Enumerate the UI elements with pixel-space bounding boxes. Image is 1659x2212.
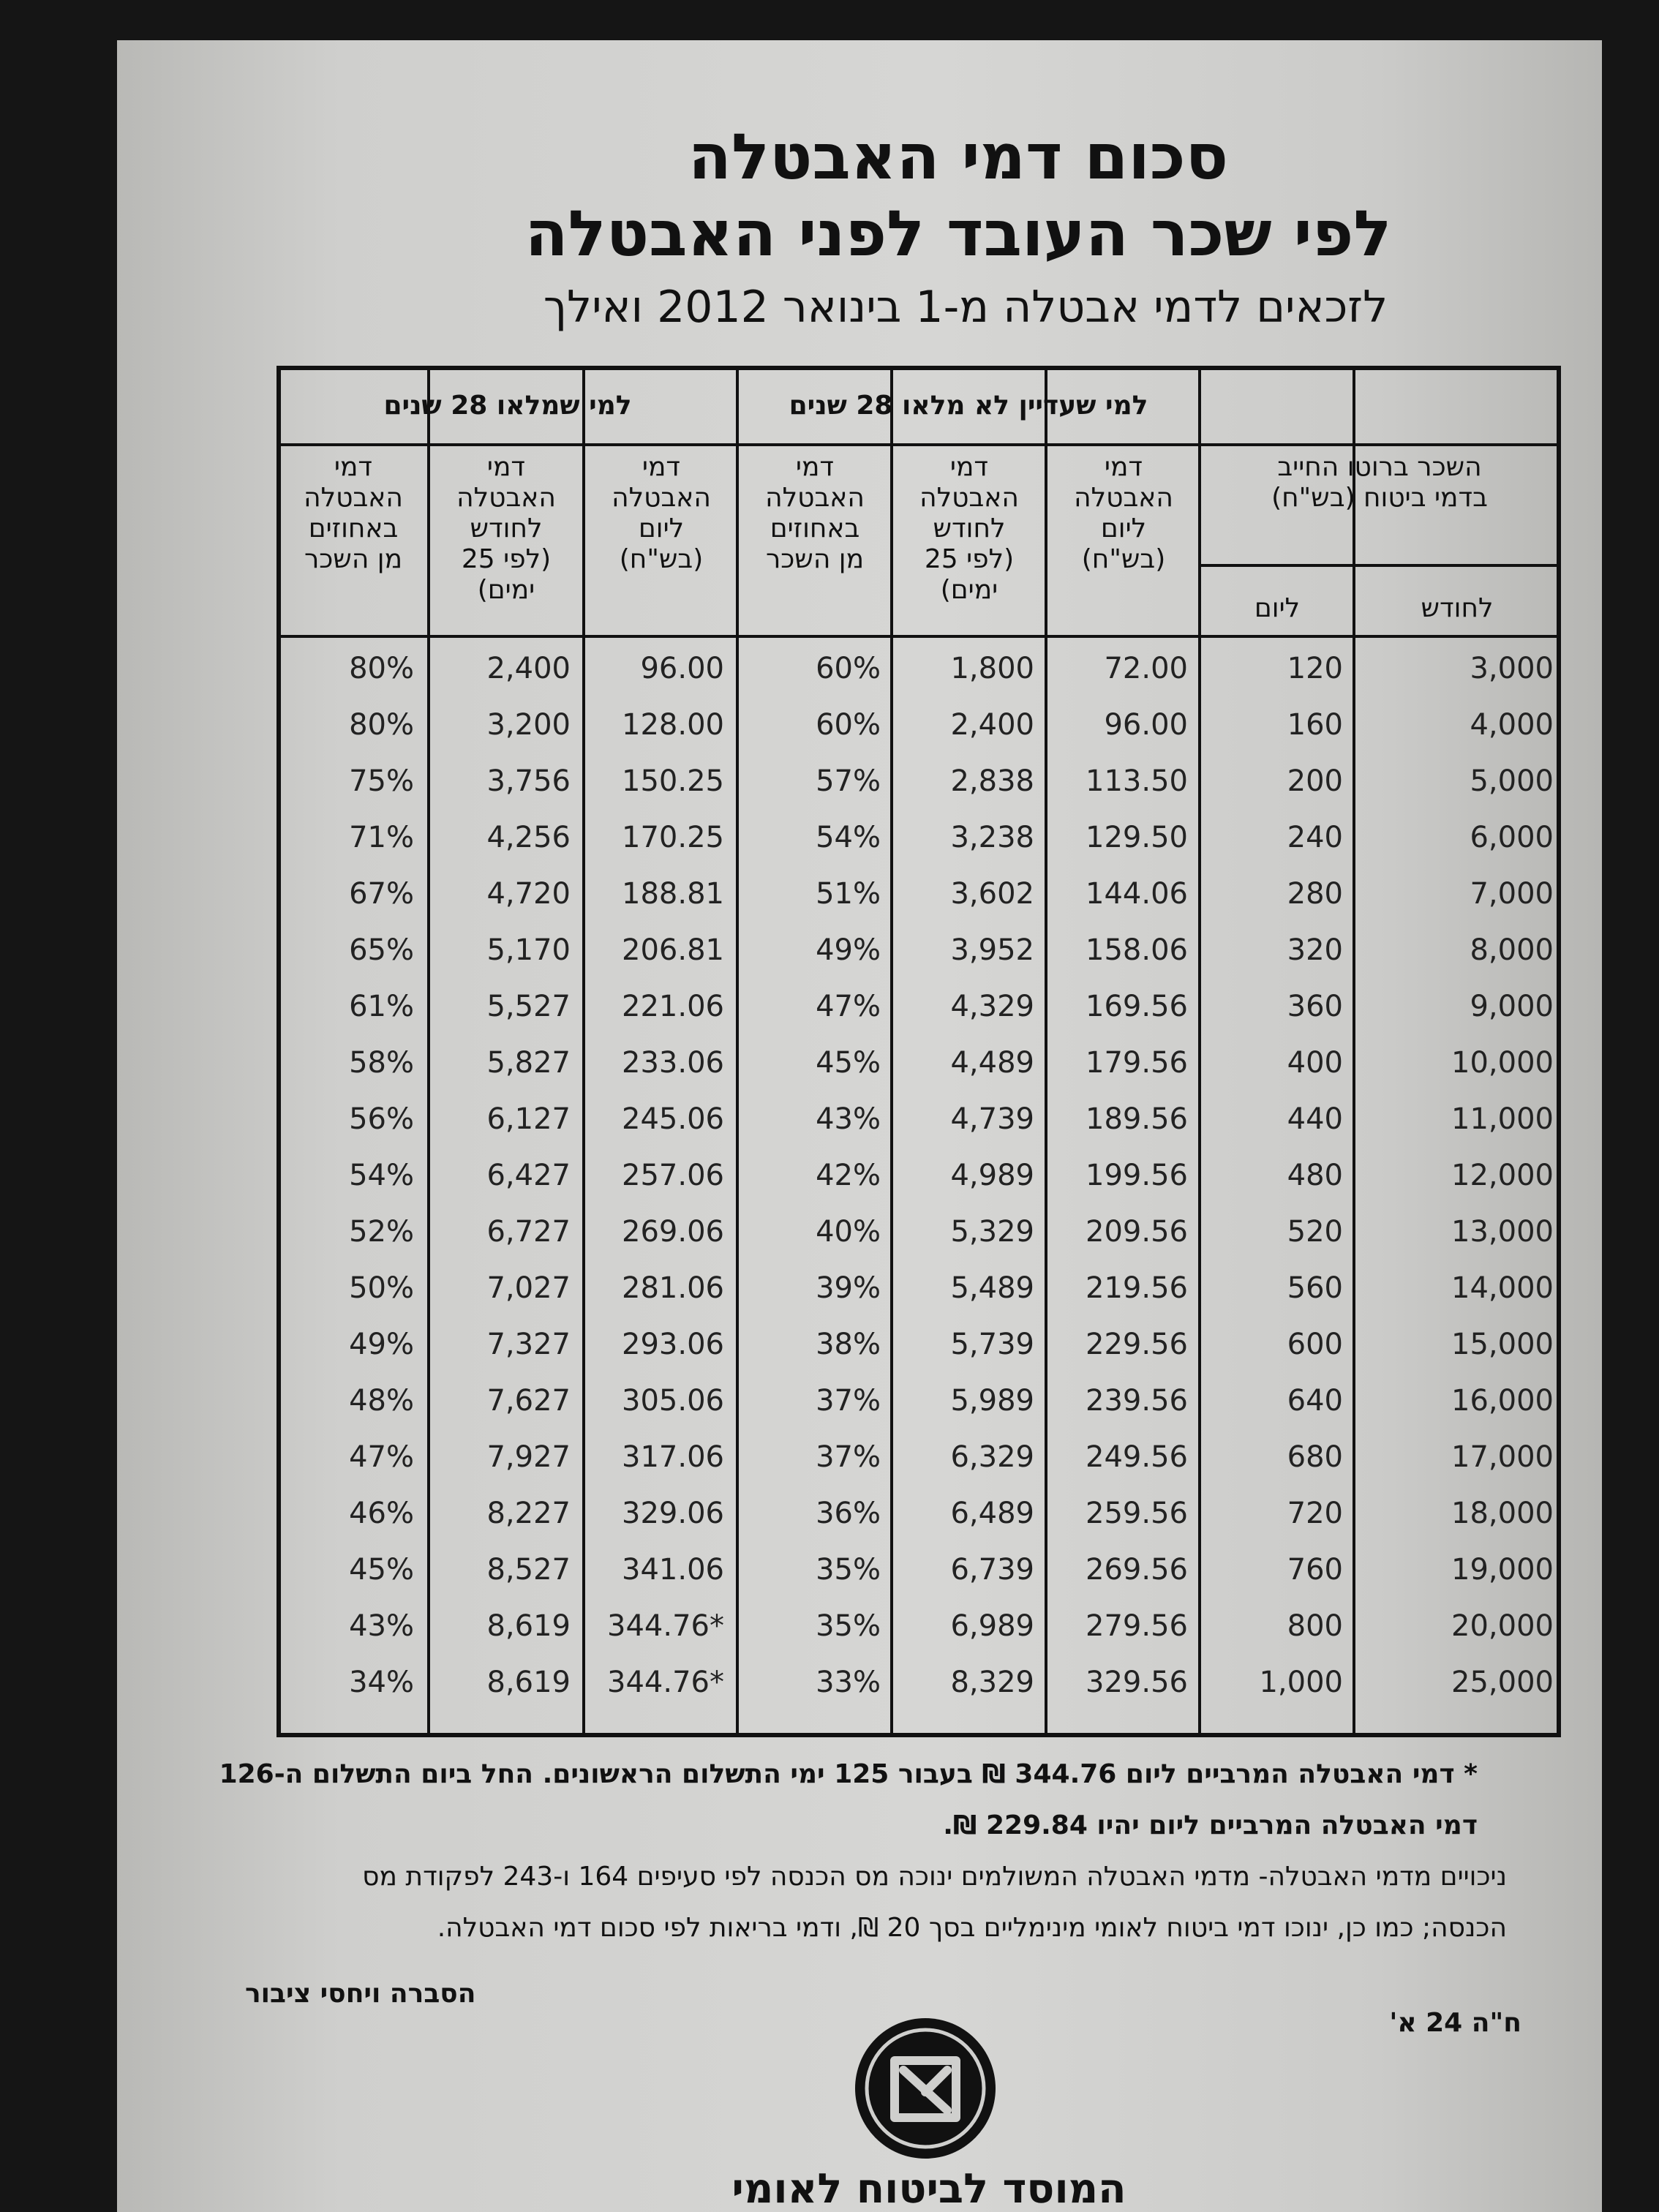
cell-u28-monthly: 1,800 — [950, 652, 1034, 685]
cell-o28-percent: 58% — [349, 1046, 414, 1080]
cell-o28-monthly: 6,127 — [486, 1102, 571, 1136]
rule-group-header — [281, 443, 1557, 446]
cell-o28-daily: 150.25 — [622, 764, 724, 798]
cell-wage-month: 6,000 — [1470, 821, 1554, 854]
cell-u28-percent: 35% — [816, 1553, 881, 1587]
cell-wage-month: 11,000 — [1451, 1102, 1554, 1136]
cell-u28-percent: 60% — [816, 652, 881, 685]
cell-o28-daily: 317.06 — [622, 1440, 724, 1474]
cell-u28-percent: 37% — [816, 1440, 881, 1474]
cell-u28-percent: 43% — [816, 1102, 881, 1136]
cell-wage-day: 240 — [1287, 821, 1343, 854]
cell-u28-daily: 229.56 — [1086, 1328, 1188, 1361]
cell-u28-daily: 329.56 — [1086, 1666, 1188, 1699]
rule-header-bottom — [281, 635, 1557, 638]
cell-o28-monthly: 5,527 — [486, 990, 571, 1023]
cell-u28-monthly: 4,489 — [950, 1046, 1034, 1080]
cell-u28-daily: 96.00 — [1104, 708, 1188, 742]
cell-o28-monthly: 7,327 — [486, 1328, 571, 1361]
cell-u28-daily: 144.06 — [1086, 877, 1188, 911]
col-o28-percent: דמי האבטלה באחוזים מן השכר — [304, 452, 403, 574]
cell-u28-percent: 60% — [816, 708, 881, 742]
cell-o28-percent: 54% — [349, 1159, 414, 1192]
cell-o28-daily: 341.06 — [622, 1553, 724, 1587]
cell-wage-month: 13,000 — [1451, 1215, 1554, 1249]
cell-wage-month: 19,000 — [1451, 1553, 1554, 1587]
cell-wage-day: 600 — [1287, 1328, 1343, 1361]
cell-o28-percent: 56% — [349, 1102, 414, 1136]
divider-o28-2 — [427, 370, 430, 1733]
cell-wage-day: 160 — [1287, 708, 1343, 742]
cell-u28-percent: 54% — [816, 821, 881, 854]
cell-u28-daily: 199.56 — [1086, 1159, 1188, 1192]
cell-wage-day: 360 — [1287, 990, 1343, 1023]
national-insurance-logo-icon — [852, 2015, 998, 2162]
cell-u28-daily: 259.56 — [1086, 1497, 1188, 1530]
cell-o28-percent: 47% — [349, 1440, 414, 1474]
cell-wage-month: 7,000 — [1470, 877, 1554, 911]
cell-wage-month: 12,000 — [1451, 1159, 1554, 1192]
cell-o28-daily: 245.06 — [622, 1102, 724, 1136]
cell-o28-monthly: 8,227 — [486, 1497, 571, 1530]
cell-o28-percent: 43% — [349, 1609, 414, 1643]
rule-wage-sub — [1198, 564, 1557, 567]
cell-wage-month: 25,000 — [1451, 1666, 1554, 1699]
cell-u28-percent: 39% — [816, 1271, 881, 1305]
cell-o28-percent: 71% — [349, 821, 414, 854]
cell-u28-monthly: 6,489 — [950, 1497, 1034, 1530]
cell-u28-monthly: 6,739 — [950, 1553, 1034, 1587]
cell-o28-percent: 67% — [349, 877, 414, 911]
cell-u28-percent: 51% — [816, 877, 881, 911]
cell-u28-daily: 113.50 — [1086, 764, 1188, 798]
cell-u28-daily: 239.56 — [1086, 1384, 1188, 1418]
cell-o28-daily: 188.81 — [622, 877, 724, 911]
cell-u28-monthly: 2,838 — [950, 764, 1034, 798]
cell-u28-percent: 42% — [816, 1159, 881, 1192]
cell-o28-monthly: 6,427 — [486, 1159, 571, 1192]
cell-u28-monthly: 4,329 — [950, 990, 1034, 1023]
cell-wage-month: 8,000 — [1470, 933, 1554, 967]
cell-o28-daily: 170.25 — [622, 821, 724, 854]
col-o28-monthly: דמי האבטלה לחודש (לפי 25 ימים) — [456, 452, 556, 605]
divider-wage — [1198, 370, 1201, 1733]
cell-u28-monthly: 4,989 — [950, 1159, 1034, 1192]
cell-o28-daily: 269.06 — [622, 1215, 724, 1249]
cell-wage-day: 200 — [1287, 764, 1343, 798]
col-day: ליום — [1254, 593, 1301, 623]
cell-wage-day: 320 — [1287, 933, 1343, 967]
cell-o28-percent: 48% — [349, 1384, 414, 1418]
cell-u28-monthly: 5,739 — [950, 1328, 1034, 1361]
divider-age-groups — [736, 370, 739, 1733]
cell-o28-monthly: 7,927 — [486, 1440, 571, 1474]
col-o28-daily: דמי האבטלה ליום (בש"ח) — [612, 452, 711, 574]
cell-wage-day: 720 — [1287, 1497, 1343, 1530]
col-u28-percent: דמי האבטלה באחוזים מן השכר — [765, 452, 865, 574]
document-page — [117, 40, 1602, 2212]
cell-wage-month: 9,000 — [1470, 990, 1554, 1023]
cell-wage-month: 17,000 — [1451, 1440, 1554, 1474]
cell-u28-monthly: 5,989 — [950, 1384, 1034, 1418]
cell-wage-month: 16,000 — [1451, 1384, 1554, 1418]
cell-u28-percent: 40% — [816, 1215, 881, 1249]
cell-o28-daily: 344.76* — [607, 1666, 724, 1699]
cell-wage-month: 14,000 — [1451, 1271, 1554, 1305]
cell-o28-monthly: 3,756 — [486, 764, 571, 798]
cell-o28-daily: 206.81 — [622, 933, 724, 967]
cell-o28-percent: 52% — [349, 1215, 414, 1249]
cell-o28-monthly: 2,400 — [486, 652, 571, 685]
divider-u28-2 — [890, 370, 893, 1733]
cell-wage-month: 20,000 — [1451, 1609, 1554, 1643]
document-code: ח"ה 24 א' — [1389, 2008, 1521, 2038]
cell-o28-monthly: 8,527 — [486, 1553, 571, 1587]
cell-u28-percent: 36% — [816, 1497, 881, 1530]
divider-u28-1 — [1045, 370, 1047, 1733]
cell-u28-daily: 209.56 — [1086, 1215, 1188, 1249]
cell-o28-percent: 49% — [349, 1328, 414, 1361]
cell-u28-daily: 219.56 — [1086, 1271, 1188, 1305]
footnote-3: ניכויים מדמי האבטלה- מדמי האבטלה המשולמים ינוכה מס הכנסה לפי סעיפים 164 ו-243 לפקודת מס — [362, 1862, 1507, 1892]
group-under-28: למי שעדיין לא מלאו 28 שנים — [789, 391, 1148, 421]
cell-o28-percent: 75% — [349, 764, 414, 798]
cell-o28-daily: 305.06 — [622, 1384, 724, 1418]
cell-u28-percent: 33% — [816, 1666, 881, 1699]
cell-o28-percent: 50% — [349, 1271, 414, 1305]
title-line-1: סכום דמי האבטלה — [688, 121, 1229, 194]
group-over-28: למי שמלאו 28 שנים — [383, 391, 632, 421]
cell-u28-monthly: 6,989 — [950, 1609, 1034, 1643]
cell-o28-monthly: 3,200 — [486, 708, 571, 742]
cell-o28-daily: 128.00 — [622, 708, 724, 742]
cell-o28-daily: 344.76* — [607, 1609, 724, 1643]
cell-o28-percent: 61% — [349, 990, 414, 1023]
subtitle: לזכאים לדמי אבטלה מ-1 בינואר 2012 ואילך — [543, 282, 1388, 333]
cell-u28-percent: 57% — [816, 764, 881, 798]
cell-u28-percent: 38% — [816, 1328, 881, 1361]
cell-u28-percent: 37% — [816, 1384, 881, 1418]
cell-o28-daily: 96.00 — [640, 652, 724, 685]
cell-wage-day: 800 — [1287, 1609, 1343, 1643]
footnote-2: דמי האבטלה המרביים ליום יהיו 229.84 ₪. — [943, 1810, 1478, 1840]
cell-o28-daily: 233.06 — [622, 1046, 724, 1080]
cell-o28-daily: 281.06 — [622, 1271, 724, 1305]
cell-o28-daily: 257.06 — [622, 1159, 724, 1192]
cell-wage-day: 120 — [1287, 652, 1343, 685]
cell-o28-percent: 80% — [349, 708, 414, 742]
cell-u28-percent: 35% — [816, 1609, 881, 1643]
cell-o28-monthly: 4,720 — [486, 877, 571, 911]
divider-o28-1 — [582, 370, 585, 1733]
cell-u28-daily: 72.00 — [1104, 652, 1188, 685]
cell-wage-month: 3,000 — [1470, 652, 1554, 685]
cell-o28-daily: 329.06 — [622, 1497, 724, 1530]
cell-o28-daily: 221.06 — [622, 990, 724, 1023]
cell-u28-percent: 45% — [816, 1046, 881, 1080]
cell-wage-day: 440 — [1287, 1102, 1343, 1136]
title-line-2: לפי שכר העובד לפני האבטלה — [524, 198, 1392, 271]
cell-u28-daily: 129.50 — [1086, 821, 1188, 854]
footnote-4: הכנסה; כמו כן, ינוכו דמי ביטוח לאומי מינימליים בסך 20 ₪, ודמי בריאות לפי סכום דמי האבטלה. — [437, 1913, 1507, 1943]
divider-wage-sub — [1353, 370, 1355, 1733]
cell-u28-daily: 158.06 — [1086, 933, 1188, 967]
cell-o28-monthly: 8,619 — [486, 1666, 571, 1699]
cell-o28-monthly: 4,256 — [486, 821, 571, 854]
cell-u28-monthly: 3,238 — [950, 821, 1034, 854]
cell-u28-percent: 49% — [816, 933, 881, 967]
cell-wage-month: 18,000 — [1451, 1497, 1554, 1530]
cell-wage-day: 400 — [1287, 1046, 1343, 1080]
col-month: לחודש — [1421, 593, 1494, 623]
cell-u28-daily: 169.56 — [1086, 990, 1188, 1023]
cell-wage-day: 280 — [1287, 877, 1343, 911]
cell-wage-month: 4,000 — [1470, 708, 1554, 742]
cell-wage-day: 760 — [1287, 1553, 1343, 1587]
cell-u28-monthly: 5,329 — [950, 1215, 1034, 1249]
cell-wage-day: 640 — [1287, 1384, 1343, 1418]
cell-u28-monthly: 5,489 — [950, 1271, 1034, 1305]
cell-o28-percent: 34% — [349, 1666, 414, 1699]
cell-u28-monthly: 2,400 — [950, 708, 1034, 742]
col-u28-monthly: דמי האבטלה לחודש (לפי 25 ימים) — [919, 452, 1019, 605]
col-u28-daily: דמי האבטלה ליום (בש"ח) — [1074, 452, 1173, 574]
cell-wage-month: 10,000 — [1451, 1046, 1554, 1080]
cell-o28-percent: 46% — [349, 1497, 414, 1530]
cell-o28-monthly: 7,027 — [486, 1271, 571, 1305]
footnote-1: * דמי האבטלה המרביים ליום 344.76 ₪ בעבור 125 ימי התשלום הראשונים. החל ביום התשלום ה-126 — [219, 1759, 1478, 1789]
wage-header: השכר ברוטו החייב בדמי ביטוח (בש"ח) — [1271, 452, 1488, 513]
cell-o28-monthly: 6,727 — [486, 1215, 571, 1249]
unemployment-table — [276, 366, 1561, 1737]
cell-o28-monthly: 5,170 — [486, 933, 571, 967]
department-label: הסברה ויחסי ציבור — [245, 1979, 476, 2009]
cell-wage-day: 680 — [1287, 1440, 1343, 1474]
cell-u28-percent: 47% — [816, 990, 881, 1023]
cell-o28-percent: 45% — [349, 1553, 414, 1587]
organization-name: המוסד לביטוח לאומי — [731, 2165, 1126, 2212]
cell-o28-daily: 293.06 — [622, 1328, 724, 1361]
cell-u28-monthly: 3,602 — [950, 877, 1034, 911]
cell-u28-daily: 179.56 — [1086, 1046, 1188, 1080]
cell-u28-monthly: 4,739 — [950, 1102, 1034, 1136]
cell-u28-daily: 269.56 — [1086, 1553, 1188, 1587]
cell-u28-daily: 249.56 — [1086, 1440, 1188, 1474]
cell-u28-monthly: 6,329 — [950, 1440, 1034, 1474]
cell-wage-month: 15,000 — [1451, 1328, 1554, 1361]
cell-wage-day: 520 — [1287, 1215, 1343, 1249]
cell-wage-month: 5,000 — [1470, 764, 1554, 798]
cell-wage-day: 560 — [1287, 1271, 1343, 1305]
cell-o28-percent: 65% — [349, 933, 414, 967]
cell-o28-monthly: 5,827 — [486, 1046, 571, 1080]
cell-wage-day: 1,000 — [1259, 1666, 1343, 1699]
cell-o28-monthly: 8,619 — [486, 1609, 571, 1643]
cell-o28-monthly: 7,627 — [486, 1384, 571, 1418]
cell-u28-monthly: 3,952 — [950, 933, 1034, 967]
cell-wage-day: 480 — [1287, 1159, 1343, 1192]
cell-u28-monthly: 8,329 — [950, 1666, 1034, 1699]
cell-u28-daily: 189.56 — [1086, 1102, 1188, 1136]
cell-o28-percent: 80% — [349, 652, 414, 685]
cell-u28-daily: 279.56 — [1086, 1609, 1188, 1643]
